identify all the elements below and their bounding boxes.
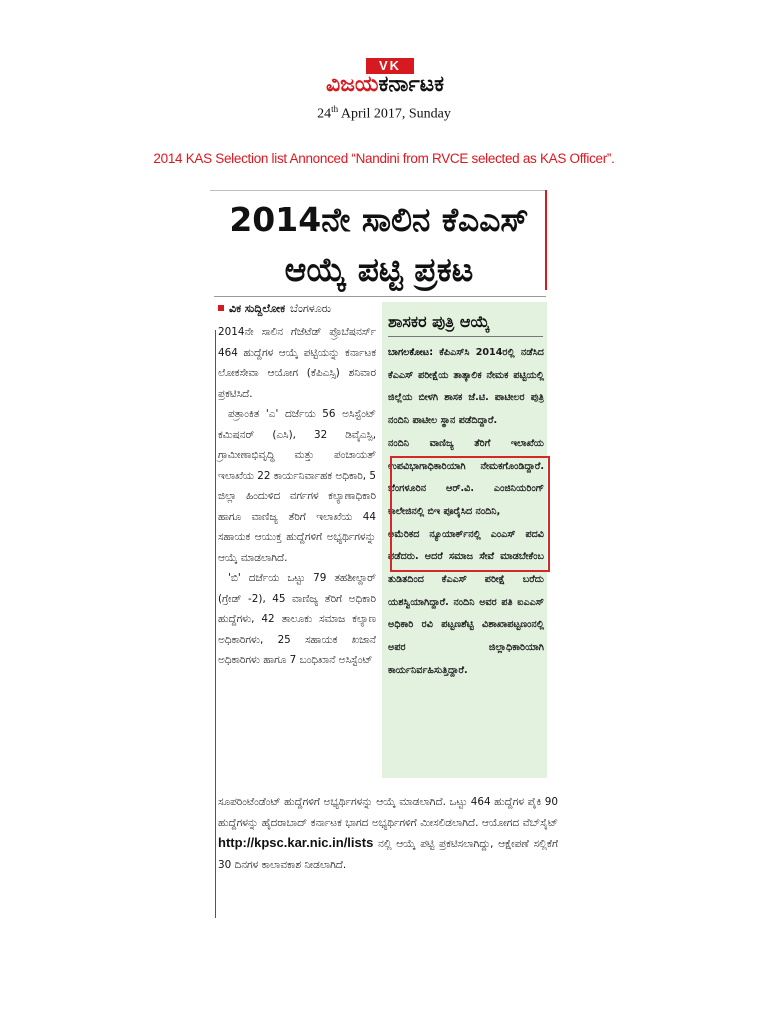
sidebar-text-1: ಕೆಪಿಎಸ್‌ಸಿ 2014ರಲ್ಲಿ ನಡೆಸಿದ ಕೆಎಎಸ್ ಪರೀಕ್ಷೆಯ ತಾತ್ಕಾಲಿಕ ನೇಮಕ ಪಟ್ಟಿಯಲ್ಲಿ ಜಿಲ್ಲೆಯ ಬೀಳಗಿ ಶಾಸಕ ಜೆ.ಟಿ. ಪಾಟೀಲರ ಪುತ್ರಿ ನಂದಿನಿ ಪಾಟೀಲ ಸ್ಥಾನ ಪಡೆದಿದ್ದಾರೆ. (388, 347, 545, 427)
article-paragraph-2: ಪತ್ರಾಂಕಿತ 'ಎ' ದರ್ಜೆಯ 56 ಅಸಿಸ್ಟೆಂಟ್ ಕಮಿಷನರ್ (ಎಸಿ), 32 ಡಿವೈಎಸ್ಪಿ, ಗ್ರಾಮೀಣಾಭಿವೃದ್ಧಿ ಮತ್ತು ಪಂಚಾಯತ್ ಇಲಾಖೆಯ 22 ಕಾರ್ಯನಿರ್ವಾಹಕ ಅಧಿಕಾರಿ, 5 ಜಿಲ್ಲಾ ಹಿಂದುಳಿದ ವರ್ಗಗಳ ಕಲ್ಯಾಣಾಧಿಕಾರಿ ಹಾಗೂ ವಾಣಿಜ್ಯ ತೆರಿಗೆ ಇಲಾಖೆಯ 44 ಸಹಾಯಕ ಆಯುಕ್ತ ಹುದ್ದೆಗಳಿಗೆ ಅಭ್ಯರ್ಥಿಗಳನ್ನು ಆಯ್ಕೆ ಮಾಡಲಾಗಿದೆ. (218, 408, 376, 564)
publication-date (234, 104, 534, 123)
byline (218, 302, 388, 316)
clipping-top-rule (210, 190, 546, 191)
date-suffix: th (331, 104, 339, 114)
article-paragraph-3: 'ಬಿ' ದರ್ಜೆಯ ಒಟ್ಟು 79 ತಹಶೀಲ್ದಾರ್ (ಗ್ರೇಡ್ -2), 45 ವಾಣಿಜ್ಯ ತೆರಿಗೆ ಅಧಿಕಾರಿ ಹುದ್ದೆಗಳು, 42 ತಾಲೂಕು ಸಮಾಜ ಕಲ್ಯಾಣ ಅಧಿಕಾರಿಗಳು, 25 ಸಹಾಯಕ ಖಜಾನೆ ಅಧಿಕಾರಿಗಳು ಹಾಗೂ 7 ಬಂಧಿಖಾನೆ ಅಸಿಸ್ಟೆಂಟ್ (218, 572, 376, 666)
sidebar-title-rule (388, 336, 543, 337)
article-body-column (218, 322, 376, 671)
byline-source: ವಿಕ ಸುದ್ದಿಲೋಕ (229, 302, 286, 315)
article-body-wide (218, 792, 558, 875)
bullet-icon (218, 305, 224, 311)
vk-logo-badge: VK (366, 58, 414, 74)
sidebar-paragraph-3: ಅಮೆರಿಕದ ನ್ಯೂಯಾರ್ಕ್‌ನಲ್ಲಿ ಎಂಎಸ್ ಪದವಿ ಪಡೆದರು. ಆದರೆ ಸಮಾಜ ಸೇವೆ ಮಾಡಬೇಕೆಂಬ ತುಡಿತದಿಂದ ಕೆಎಎಸ್ ಪರೀಕ್ಷೆ ಬರೆದು ಯಶಸ್ವಿಯಾಗಿದ್ದಾರೆ. ನಂದಿನಿ ಅವರ ಪತಿ ಐಎಎಸ್ ಅಧಿಕಾರಿ ರವಿ ಪಟ್ಟಣಶೆಟ್ಟಿ ವಿಶಾಖಾಪಟ್ಟಣಂನಲ್ಲಿ ಅಪರ ಜಿಲ್ಲಾಧಿಕಾರಿಯಾಗಿ ಕಾರ್ಯನಿರ್ವಹಿಸುತ್ತಿದ್ದಾರೆ. (388, 528, 544, 676)
sidebar-dateline: ಬಾಗಲಕೋಟ: (388, 347, 434, 358)
headline-divider (214, 296, 546, 297)
clipping-caption: 2014 KAS Selection list Annonced “Nandini from RVCE selected as KAS Officer”. (153, 151, 615, 166)
headline-line-2: ಆಯ್ಕೆ ಪಟ್ಟಿ ಪ್ರಕಟ (284, 250, 474, 289)
masthead-part-2: ಕರ್ನಾಟಕ (378, 72, 445, 97)
date-rest: April 2017, Sunday (338, 106, 451, 122)
article-paragraph-1: 2014ನೇ ಸಾಲಿನ ಗೆಜೆಟೆಡ್ ಪ್ರೊಬೆಷನರ್ಸ್ 464 ಹುದ್ದೆಗಳ ಆಯ್ಕೆ ಪಟ್ಟಿಯನ್ನು ಕರ್ನಾಟಕ ಲೋಕಸೇವಾ ಆಯೋಗ (ಕೆಪಿಎಸ್ಸಿ) ಶನಿವಾರ ಪ್ರಕಟಿಸಿದೆ. (218, 326, 376, 400)
column-rule (215, 330, 216, 918)
headline-red-rule (545, 190, 547, 290)
newspaper-masthead-logo (270, 70, 500, 100)
article-headline (214, 195, 544, 295)
date-day: 24 (317, 106, 332, 122)
headline-line-1: 2014ನೇ ಸಾಲಿನ ಕೆಎಎಸ್ (229, 200, 529, 239)
article-paragraph-3-continued (218, 792, 558, 875)
sidebar-title: ಶಾಸಕರ ಪುತ್ರಿ ಆಯ್ಕೆ (388, 312, 490, 331)
sidebar-paragraph-2: ನಂದಿನಿ ವಾಣಿಜ್ಯ ತೆರಿಗೆ ಇಲಾಖೆಯ ಉಪವಿಭಾಗಾಧಿಕಾರಿಯಾಗಿ ನೇಮಕಗೊಂಡಿದ್ದಾರೆ. ಬೆಂಗಳೂರಿನ ಆರ್.ವಿ. ಎಂಜಿನಿಯರಿಂಗ್ ಕಾಲೇಜಿನಲ್ಲಿ ಬಿಇ ಪೂರೈಸಿದ ನಂದಿನಿ, (388, 437, 544, 517)
masthead-part-1: ವಿಜಯ (325, 72, 379, 97)
byline-place: ಬೆಂಗಳೂರು (290, 302, 332, 315)
article-paragraph-4: ನಲ್ಲಿ ಆಯ್ಕೆ ಪಟ್ಟಿ ಪ್ರಕಟಿಸಲಾಗಿದ್ದು, ಆಕ್ಷೇಪಣೆ ಸಲ್ಲಿಕೆಗೆ 30 ದಿನಗಳ ಕಾಲಾವಕಾಶ ನೀಡಲಾಗಿದೆ. (218, 838, 558, 871)
highlight-box (390, 456, 550, 572)
kpsc-url-link[interactable]: http://kpsc.kar.nic.in/lists (218, 835, 374, 850)
sidebar-paragraph-1 (388, 342, 544, 433)
article-text-cont: ಸೂಪರಿಂಟೆಂಡೆಂಟ್ ಹುದ್ದೆಗಳಿಗೆ ಅಭ್ಯರ್ಥಿಗಳನ್ನು ಆಯ್ಕೆ ಮಾಡಲಾಗಿದೆ. ಒಟ್ಟು 464 ಹುದ್ದೆಗಳ ಪೈಕಿ 90 ಹುದ್ದೆಗಳನ್ನು ಹೈದರಾಬಾದ್ ಕರ್ನಾಟಕ ಭಾಗದ ಅಭ್ಯರ್ಥಿಗಳಿಗೆ ಮೀಸಲಿಡಲಾಗಿದೆ. ಆಯೋಗದ ವೆಬ್‌ಸೈಟ್ (218, 796, 558, 829)
